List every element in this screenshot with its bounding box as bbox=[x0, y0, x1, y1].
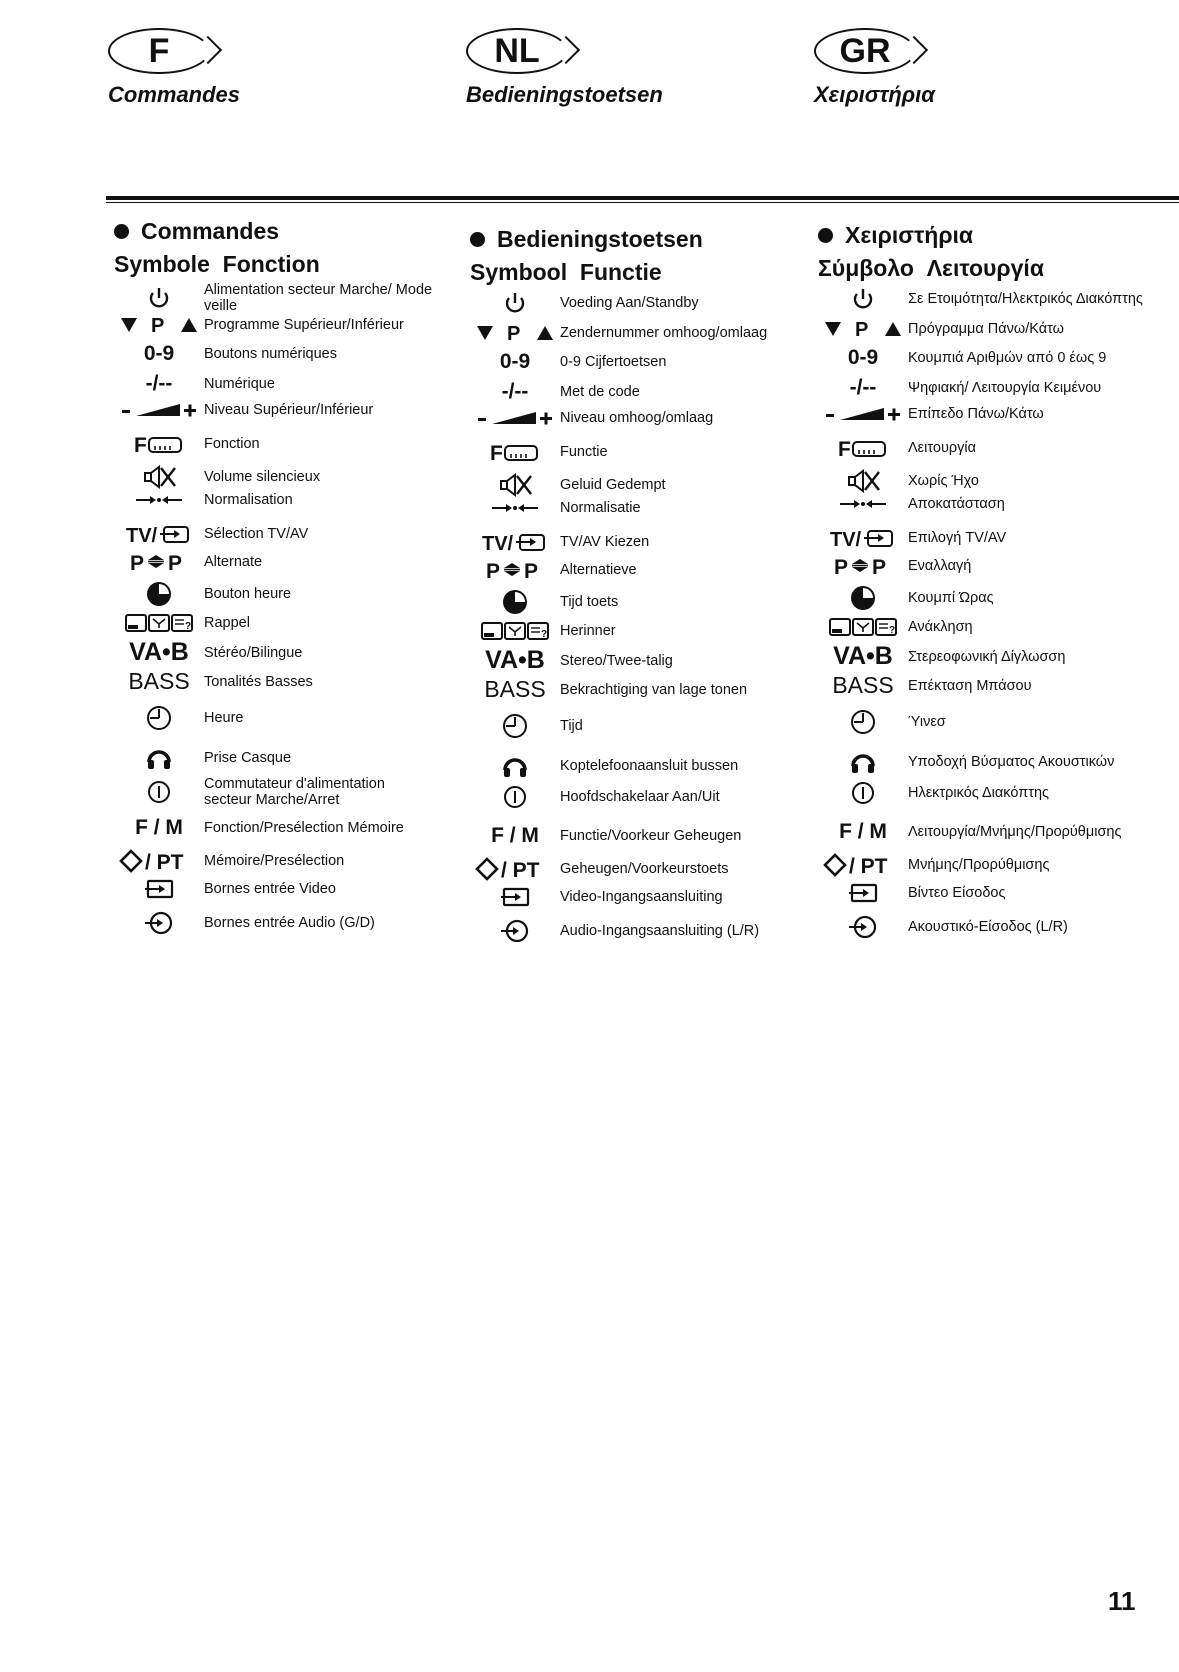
symbol-description: Αποκατάσταση bbox=[908, 496, 1005, 512]
symbol-description: Επέκταση Μπάσου bbox=[908, 677, 1032, 694]
symbol-description: Geheugen/Voorkeurstoets bbox=[560, 861, 729, 877]
symbol-description: Λειτουργία bbox=[908, 440, 976, 456]
list-item bbox=[114, 432, 474, 456]
list-item bbox=[470, 380, 830, 404]
symbol-description: Στερεοφωνική Δίγλωσση bbox=[908, 648, 1066, 665]
volume-ramp-icon bbox=[114, 400, 204, 420]
symbol-description: Ηλεκτρικός Διακόπτης bbox=[908, 785, 1049, 801]
tv-av-icon bbox=[470, 530, 560, 554]
svg-text:P: P bbox=[872, 556, 887, 578]
svg-text:P: P bbox=[130, 552, 145, 574]
page-number: 11 bbox=[1108, 1586, 1136, 1616]
col-function-header: Λειτουργία bbox=[926, 255, 1044, 281]
list-item bbox=[470, 856, 830, 882]
time-icon bbox=[470, 712, 560, 740]
list-item bbox=[818, 554, 1178, 578]
symbol-description: Κουμπιά Αριθμών από 0 έως 9 bbox=[908, 350, 1107, 366]
recall-icon bbox=[114, 612, 204, 634]
symbol-description: Niveau omhoog/omlaag bbox=[560, 410, 714, 426]
symbol-description: Volume silencieux bbox=[204, 469, 321, 485]
memory-preset-icon bbox=[470, 856, 560, 882]
alternate-icon bbox=[470, 558, 560, 582]
main-power-icon bbox=[470, 784, 560, 810]
stereo-bilingual-icon: VA•B bbox=[129, 638, 189, 666]
list-item bbox=[470, 712, 830, 740]
section-heading bbox=[470, 226, 810, 253]
list-item bbox=[818, 708, 1178, 736]
list-item bbox=[470, 886, 830, 908]
svg-text:P: P bbox=[834, 556, 849, 578]
lang-title: Bedieningstoetsen bbox=[466, 82, 663, 107]
normalise-icon bbox=[818, 497, 908, 511]
symbol-description: Heure bbox=[204, 710, 244, 726]
memory-preset-icon bbox=[114, 848, 204, 874]
list-item bbox=[470, 620, 830, 642]
symbol-description: Fonction bbox=[204, 436, 260, 452]
list-item bbox=[818, 852, 1178, 878]
time-icon bbox=[114, 704, 204, 732]
lang-title: Commandes bbox=[108, 82, 241, 107]
svg-text:F: F bbox=[134, 434, 147, 456]
symbol-description: Υποδοχή Βύσματος Ακουστικών bbox=[908, 754, 1115, 770]
column-headers bbox=[470, 259, 810, 286]
list-item bbox=[818, 346, 1178, 370]
lang-title: Χειριστήρια bbox=[814, 82, 935, 107]
stereo-bilingual-icon: VA•B bbox=[485, 646, 545, 674]
list-item bbox=[470, 322, 830, 344]
tv-av-icon bbox=[818, 526, 908, 550]
bass-icon: BASS bbox=[832, 672, 894, 698]
list-item bbox=[818, 468, 1178, 494]
divider-rule bbox=[106, 196, 1179, 200]
video-input-icon bbox=[470, 886, 560, 908]
fm-icon: F / M bbox=[491, 824, 539, 847]
bullet-icon bbox=[818, 228, 833, 243]
list-item bbox=[114, 612, 474, 634]
list-item bbox=[818, 642, 1178, 671]
symbol-description: Tijd toets bbox=[560, 594, 619, 610]
list-item bbox=[114, 492, 474, 508]
headphone-icon bbox=[818, 748, 908, 776]
digits-icon: 0-9 bbox=[499, 350, 531, 373]
col-symbol-header: Σύμβολο bbox=[818, 255, 914, 281]
digits-icon: 0-9 bbox=[847, 346, 879, 369]
symbol-description: Stéréo/Bilingue bbox=[204, 644, 303, 661]
bass-icon: BASS bbox=[484, 676, 546, 702]
symbol-description: Audio-Ingangsaansluiting (L/R) bbox=[560, 923, 760, 939]
list-item bbox=[818, 526, 1178, 550]
list-item bbox=[470, 918, 830, 944]
list-item bbox=[114, 550, 474, 574]
list-item bbox=[470, 558, 830, 582]
svg-text:F: F bbox=[490, 442, 503, 464]
list-item bbox=[818, 882, 1178, 904]
symbol-description: Fonction/Presélection Mémoire bbox=[204, 820, 404, 836]
power-standby-icon bbox=[470, 290, 560, 316]
list-item bbox=[114, 282, 474, 314]
list-item bbox=[818, 584, 1178, 612]
svg-text:/ PT: / PT bbox=[145, 851, 184, 874]
col-function-header: Fonction bbox=[222, 251, 320, 277]
svg-text:P: P bbox=[168, 552, 183, 574]
list-item bbox=[818, 404, 1178, 424]
symbol-description: Video-Ingangsaansluiting bbox=[560, 889, 723, 905]
col-function-header: Functie bbox=[579, 259, 662, 285]
symbol-description: Χωρίς Ήχο bbox=[908, 473, 979, 489]
svg-text:P: P bbox=[507, 323, 521, 344]
audio-input-icon bbox=[818, 914, 908, 940]
symbol-description: Met de code bbox=[560, 384, 640, 400]
symbol-description: Herinner bbox=[560, 623, 616, 639]
alternate-icon bbox=[818, 554, 908, 578]
list-item bbox=[818, 436, 1178, 460]
symbol-description: Functie bbox=[560, 444, 608, 460]
symbol-description: TV/AV Kiezen bbox=[560, 534, 650, 550]
programme-up-down-icon bbox=[470, 322, 560, 344]
digit-mode-icon: -/-- bbox=[145, 372, 173, 395]
symbol-description: 0-9 Cijfertoetsen bbox=[560, 354, 667, 370]
list-item bbox=[818, 780, 1178, 806]
main-power-icon bbox=[114, 779, 204, 805]
list-item bbox=[114, 744, 474, 772]
alternate-icon bbox=[114, 550, 204, 574]
symbol-description: Επιλογή TV/AV bbox=[908, 530, 1007, 546]
symbol-description: Koptelefoonaansluit bussen bbox=[560, 758, 739, 774]
programme-up-down-icon bbox=[114, 314, 204, 336]
time-icon bbox=[818, 708, 908, 736]
mute-icon bbox=[818, 468, 908, 494]
list-item bbox=[114, 910, 474, 936]
symbol-description: Tijd bbox=[560, 718, 583, 734]
list-item bbox=[470, 440, 830, 464]
svg-text:F: F bbox=[838, 438, 851, 460]
symbol-description: Πρόγραμμα Πάνω/Κάτω bbox=[908, 321, 1064, 337]
column-greek bbox=[818, 222, 1158, 1002]
symbol-description: Normalisation bbox=[204, 492, 293, 508]
symbol-description: Normalisatie bbox=[560, 500, 641, 516]
list-item bbox=[818, 376, 1178, 400]
svg-text:P: P bbox=[151, 315, 165, 336]
function-icon bbox=[470, 440, 560, 464]
bullet-icon bbox=[114, 224, 129, 239]
tv-av-icon bbox=[114, 522, 204, 546]
list-item bbox=[114, 668, 474, 695]
symbol-description: Bouton heure bbox=[204, 586, 292, 602]
list-item bbox=[470, 676, 830, 703]
column-headers bbox=[114, 251, 454, 278]
svg-text:P: P bbox=[855, 319, 869, 340]
svg-text:/ PT: / PT bbox=[849, 855, 888, 878]
symbol-description: Επίπεδο Πάνω/Κάτω bbox=[908, 406, 1044, 422]
section-heading bbox=[114, 218, 454, 245]
headphone-icon bbox=[470, 752, 560, 780]
list-item bbox=[818, 748, 1178, 776]
mute-icon bbox=[114, 464, 204, 490]
recall-icon bbox=[470, 620, 560, 642]
svg-text:?: ? bbox=[889, 625, 896, 636]
list-item bbox=[470, 752, 830, 780]
symbol-description: Ανάκληση bbox=[908, 619, 973, 635]
list-item bbox=[470, 500, 830, 516]
symbol-description: Bornes entrée Audio (G/D) bbox=[204, 915, 375, 931]
list-item bbox=[470, 646, 830, 675]
symbol-description: Functie/Voorkeur Geheugen bbox=[560, 828, 742, 844]
lang-badge: GR bbox=[814, 28, 916, 74]
symbol-description: Geluid Gedempt bbox=[560, 477, 666, 493]
symbol-description: Niveau Supérieur/Inférieur bbox=[204, 402, 374, 418]
function-icon bbox=[114, 432, 204, 456]
symbol-description: Ύινεσ bbox=[908, 714, 946, 730]
list-item bbox=[470, 290, 830, 316]
list-item bbox=[114, 848, 474, 874]
list-item bbox=[818, 820, 1178, 844]
section-heading-text: Χειριστήρια bbox=[845, 222, 974, 248]
section-heading-text: Bedieningstoetsen bbox=[497, 226, 703, 252]
svg-text:TV/: TV/ bbox=[126, 525, 158, 546]
svg-text:TV/: TV/ bbox=[482, 533, 514, 554]
list-item bbox=[470, 588, 830, 616]
audio-input-icon bbox=[470, 918, 560, 944]
symbol-description: Zendernummer omhoog/omlaag bbox=[560, 325, 768, 341]
memory-preset-icon bbox=[818, 852, 908, 878]
list-item bbox=[818, 672, 1178, 699]
symbol-description: Εναλλαγή bbox=[908, 558, 972, 574]
list-item bbox=[470, 408, 830, 428]
symbol-description: Mémoire/Presélection bbox=[204, 853, 345, 869]
list-item bbox=[114, 704, 474, 732]
normalise-icon bbox=[114, 493, 204, 507]
symbol-description: Boutons numériques bbox=[204, 346, 337, 362]
list-item bbox=[114, 638, 474, 667]
svg-text:?: ? bbox=[541, 629, 548, 640]
section-heading bbox=[818, 222, 1158, 249]
main-power-icon bbox=[818, 780, 908, 806]
list-item bbox=[114, 342, 474, 366]
symbol-description: Sélection TV/AV bbox=[204, 526, 309, 542]
symbol-description: Σε Ετοιμότητα/Ηλεκτρικός Διακόπτης bbox=[908, 291, 1143, 307]
symbol-description: Rappel bbox=[204, 615, 250, 631]
col-symbol-header: Symbole bbox=[114, 251, 210, 277]
clock-button-icon bbox=[470, 588, 560, 616]
lang-badge: NL bbox=[466, 28, 568, 74]
symbol-description: Βίντεο Είσοδος bbox=[908, 885, 1006, 901]
list-item bbox=[470, 784, 830, 810]
symbol-description: Programme Supérieur/Inférieur bbox=[204, 317, 404, 333]
symbol-description: Numérique bbox=[204, 376, 275, 392]
column-dutch bbox=[470, 226, 810, 1006]
symbol-description: Bornes entrée Video bbox=[204, 881, 336, 897]
symbol-description: Κουμπί Ώρας bbox=[908, 590, 994, 606]
volume-ramp-icon bbox=[470, 408, 560, 428]
section-heading-text: Commandes bbox=[141, 218, 280, 244]
symbol-description: Ψηφιακή/ Λειτουργία Κειμένου bbox=[908, 380, 1102, 396]
symbol-description: Bekrachtiging van lage tonen bbox=[560, 681, 748, 698]
column-french bbox=[114, 218, 454, 998]
headphone-icon bbox=[114, 744, 204, 772]
fm-icon: F / M bbox=[135, 816, 183, 839]
list-item bbox=[470, 350, 830, 374]
list-item bbox=[818, 318, 1178, 340]
function-icon bbox=[818, 436, 908, 460]
svg-text:/ PT: / PT bbox=[501, 859, 540, 882]
lang-header-nl bbox=[466, 28, 663, 108]
video-input-icon bbox=[114, 878, 204, 900]
fm-icon: F / M bbox=[839, 820, 887, 843]
list-item bbox=[818, 496, 1178, 512]
symbol-description: Prise Casque bbox=[204, 750, 292, 766]
bass-icon: BASS bbox=[128, 668, 190, 694]
symbol-description: Voeding Aan/Standby bbox=[560, 295, 699, 311]
power-standby-icon bbox=[818, 286, 908, 312]
symbol-description: Stereo/Twee-talig bbox=[560, 652, 673, 669]
list-item bbox=[114, 580, 474, 608]
list-item bbox=[470, 824, 830, 848]
list-item bbox=[114, 776, 474, 808]
svg-text:P: P bbox=[486, 560, 501, 582]
list-item bbox=[470, 530, 830, 554]
list-item bbox=[114, 878, 474, 900]
digit-mode-icon: -/-- bbox=[501, 380, 529, 403]
symbol-description: Alimentation secteur Marche/ Mode veille bbox=[204, 282, 433, 314]
clock-button-icon bbox=[114, 580, 204, 608]
clock-button-icon bbox=[818, 584, 908, 612]
video-input-icon bbox=[818, 882, 908, 904]
list-item bbox=[818, 914, 1178, 940]
svg-text:?: ? bbox=[185, 621, 192, 632]
symbol-description: Hoofdschakelaar Aan/Uit bbox=[560, 789, 720, 805]
digits-icon: 0-9 bbox=[143, 342, 175, 365]
column-headers bbox=[818, 255, 1158, 282]
list-item bbox=[114, 816, 474, 840]
symbol-description: Λειτουργία/Μνήμης/Προρύθμισης bbox=[908, 824, 1122, 840]
list-item bbox=[114, 464, 474, 490]
list-item bbox=[114, 314, 474, 336]
audio-input-icon bbox=[114, 910, 204, 936]
list-item bbox=[818, 616, 1178, 638]
lang-badge: F bbox=[108, 28, 210, 74]
symbol-description: Commutateur d'alimentation secteur Marche/Arret bbox=[204, 776, 385, 808]
normalise-icon bbox=[470, 501, 560, 515]
list-item bbox=[114, 372, 474, 396]
lang-header-f bbox=[108, 28, 240, 108]
col-symbol-header: Symbool bbox=[470, 259, 568, 285]
svg-text:TV/: TV/ bbox=[830, 529, 862, 550]
symbol-description: Tonalités Basses bbox=[204, 673, 313, 690]
lang-header-gr bbox=[814, 28, 935, 108]
symbol-description: Ακουστικό-Είσοδος (L/R) bbox=[908, 919, 1068, 935]
list-item bbox=[114, 400, 474, 420]
list-item bbox=[818, 286, 1178, 312]
volume-ramp-icon bbox=[818, 404, 908, 424]
mute-icon bbox=[470, 472, 560, 498]
programme-up-down-icon bbox=[818, 318, 908, 340]
symbol-description: Alternatieve bbox=[560, 562, 637, 578]
list-item bbox=[470, 472, 830, 498]
power-standby-icon bbox=[114, 285, 204, 311]
recall-icon bbox=[818, 616, 908, 638]
svg-text:P: P bbox=[524, 560, 539, 582]
digit-mode-icon: -/-- bbox=[849, 376, 877, 399]
stereo-bilingual-icon: VA•B bbox=[833, 642, 893, 670]
symbol-description: Alternate bbox=[204, 554, 263, 570]
divider-rule-thin bbox=[106, 202, 1179, 203]
list-item bbox=[114, 522, 474, 546]
bullet-icon bbox=[470, 232, 485, 247]
symbol-description: Μνήμης/Προρύθμισης bbox=[908, 857, 1050, 873]
